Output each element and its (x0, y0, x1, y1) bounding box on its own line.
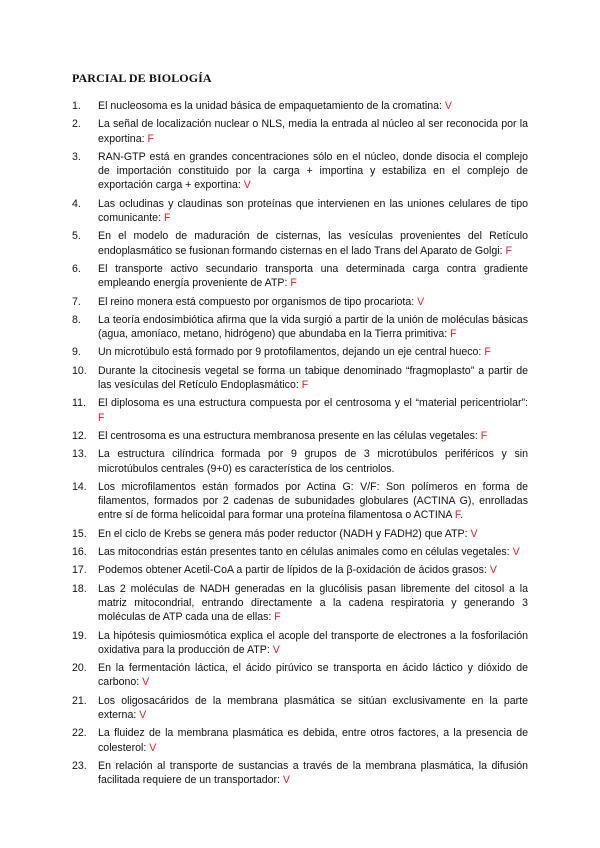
question-text: En la fermentación láctica, el ácido pirúvico se transporta en ácido láctico y dióxido de carbono: (98, 662, 528, 689)
question-number: 13. (72, 448, 87, 461)
question-body (98, 563, 528, 577)
document-title: PARCIAL DE BIOLOGÍA (72, 71, 212, 85)
question-text: El nucleosoma es la unidad básica de empaquetamiento de la cromatina: (98, 100, 445, 112)
question-text: En el ciclo de Krebs se genera más poder reductor (NADH y FADH2) que ATP: (98, 527, 471, 540)
question-body (98, 117, 528, 146)
question-item (72, 262, 528, 291)
question-number: 4. (72, 197, 81, 210)
question-number: 8. (72, 313, 81, 326)
question-body (98, 197, 528, 226)
question-item (72, 447, 528, 476)
answer-mark: V (272, 643, 280, 656)
answer-mark: F (450, 328, 457, 341)
question-text: Los oligosacáridos de la membrana plasmática se sitúan exclusivamente en la parte externa: (98, 694, 528, 721)
question-item (72, 429, 528, 443)
question-item (72, 313, 528, 342)
question-item (72, 759, 528, 788)
question-number: 12. (72, 429, 87, 442)
question-item (72, 527, 528, 541)
question-text: Las ocludinas y claudinas son proteínas que intervienen en las uniones celulares de tipo comunicante: (98, 197, 528, 225)
question-number: 14. (72, 480, 87, 493)
question-number: 9. (72, 346, 81, 359)
question-text: La señal de localización nuclear o NLS, media la entrada al núcleo al ser reconocida por la exportina: (98, 118, 528, 145)
question-number: 23. (72, 759, 87, 772)
question-item (72, 364, 528, 393)
question-number: 6. (72, 262, 81, 275)
answer-mark: F (484, 346, 491, 359)
question-suffix: . (460, 509, 464, 522)
question-body (98, 447, 528, 476)
question-item (72, 661, 528, 690)
question-item (72, 150, 528, 193)
question-body (98, 726, 528, 755)
question-item (72, 694, 528, 723)
question-item (72, 117, 528, 146)
question-body (98, 694, 528, 723)
question-text: En el modelo de maduración de cisternas, las vesículas provenientes del Retículo endoplasmático se fusionan formando cisternas en el lado Trans del Aparato de Golgi: (98, 230, 528, 257)
question-number: 11. (72, 397, 86, 410)
question-number: 17. (72, 564, 87, 577)
question-body (98, 396, 528, 425)
question-body (98, 429, 528, 443)
question-text: El centrosoma es una estructura membranosa presente en las células vegetales: (98, 429, 481, 442)
question-text: Podemos obtener Acetil-CoA a partir de lípidos de la β-oxidación de ácidos grasos: (98, 564, 490, 577)
question-number: 20. (72, 662, 87, 675)
question-body (98, 150, 528, 193)
question-number: 19. (72, 629, 87, 642)
question-text: El transporte activo secundario transporta una determinada carga contra gradiente empleando energía proveniente de ATP: (98, 262, 528, 290)
question-body (98, 545, 528, 559)
question-text: Los microfilamentos están formados por Actina G: V/F: Son polímeros en forma de filamentos, formados por 2 cadenas de subunidades globulares (ACTINA G), enrolladas entre sí de forma helicoidal para formar una proteína filamentosa o ACTINA (98, 480, 528, 522)
question-body (98, 229, 528, 258)
question-body (98, 345, 528, 359)
question-text: Las 2 moléculas de NADH generadas en la glucólisis pasan libremente del citosol a la matriz mitocondrial, entrando directamente a la cadena respiratoria y generando 3 moléculas de ATP cada una de ellas: (98, 582, 528, 624)
question-body (98, 661, 528, 690)
answer-mark: V (470, 527, 478, 540)
question-item (72, 197, 528, 226)
answer-mark: F (163, 212, 171, 225)
question-text: El diplosoma es una estructura compuesta por el centrosoma y el “material pericentriolar”: (98, 397, 528, 410)
question-number: 10. (72, 364, 87, 377)
question-body (98, 582, 528, 625)
question-body (98, 480, 528, 523)
answer-mark: V (149, 741, 157, 754)
answer-mark: F (147, 132, 154, 145)
question-number: 1. (72, 100, 81, 112)
question-item (72, 629, 528, 658)
question-body (98, 364, 528, 393)
answer-mark: F (480, 429, 488, 442)
question-item (72, 345, 528, 359)
question-text: La teoría endosimbiótica afirma que la vida surgió a partir de la unión de moléculas básicas (agua, amoníaco, metano, hidrógeno) que abundaba en la Tierra primitiva: (98, 313, 528, 341)
question-text: La estructura cilíndrica formada por 9 grupos de 3 microtúbulos periféricos y sin microtúbulos centrales (9+0) es característica de los centriolos. (98, 448, 528, 475)
answer-mark: F (301, 379, 309, 392)
question-item (72, 396, 528, 425)
question-item (72, 229, 528, 258)
answer-mark: F (505, 244, 513, 257)
question-item (72, 582, 528, 625)
question-text: La fluidez de la membrana plasmática es debida, entre otros factores, a la presencia de colesterol: (98, 727, 528, 754)
answer-mark: V (282, 774, 290, 787)
question-number: 2. (72, 118, 81, 131)
answer-mark: V (243, 179, 251, 192)
answer-mark: V (444, 100, 452, 112)
question-number: 5. (72, 230, 81, 243)
answer-mark: V (512, 546, 520, 559)
question-number: 22. (72, 727, 87, 740)
answer-mark: F (274, 611, 281, 624)
answer-mark: V (417, 295, 425, 308)
question-item (72, 480, 528, 523)
question-body (98, 313, 528, 342)
question-text: La hipótesis quimiosmótica explica el acople del transporte de electrones a la fosforilación oxidativa para la producción de ATP: (98, 629, 528, 656)
question-body (98, 295, 528, 309)
answer-mark: F (454, 509, 461, 522)
question-number: 3. (72, 150, 81, 163)
question-text: En relación al transporte de sustancias a través de la membrana plasmática, la difusión facilitada requiere de un transportador: (98, 759, 528, 787)
question-number: 18. (72, 582, 87, 595)
question-body (98, 99, 528, 113)
question-list (72, 99, 528, 791)
question-body (98, 527, 528, 541)
question-number: 7. (72, 295, 81, 308)
question-text: RAN-GTP está en grandes concentraciones sólo en el núcleo, donde disocia el complejo de importación constituido por la carga + importina y estabiliza en el complejo de exportación carga + exportina: (98, 150, 528, 192)
question-text: Durante la citocinesis vegetal se forma un tabique denominado “fragmoplasto” a partir de las vesículas del Retículo Endoplasmático: (98, 364, 528, 392)
answer-mark: V (142, 676, 150, 689)
question-number: 16. (72, 546, 87, 559)
question-number: 21. (72, 694, 87, 707)
question-body (98, 629, 528, 658)
question-text: El reino monera está compuesto por organismos de tipo procariota: (98, 295, 418, 308)
question-number: 15. (72, 527, 87, 540)
answer-mark: V (139, 708, 147, 721)
answer-mark: V (489, 564, 497, 577)
answer-mark: F (290, 277, 297, 290)
answer-mark: F (98, 411, 105, 424)
question-text: Las mitocondrias están presentes tanto en células animales como en células vegetales: (98, 546, 513, 559)
question-body (98, 262, 528, 291)
question-item (72, 545, 528, 559)
question-item (72, 295, 528, 309)
question-item (72, 726, 528, 755)
question-item (72, 563, 528, 577)
question-item (72, 99, 528, 113)
question-body (98, 759, 528, 788)
question-text: Un microtúbulo está formado por 9 protofilamentos, dejando un eje central hueco: (98, 346, 485, 359)
